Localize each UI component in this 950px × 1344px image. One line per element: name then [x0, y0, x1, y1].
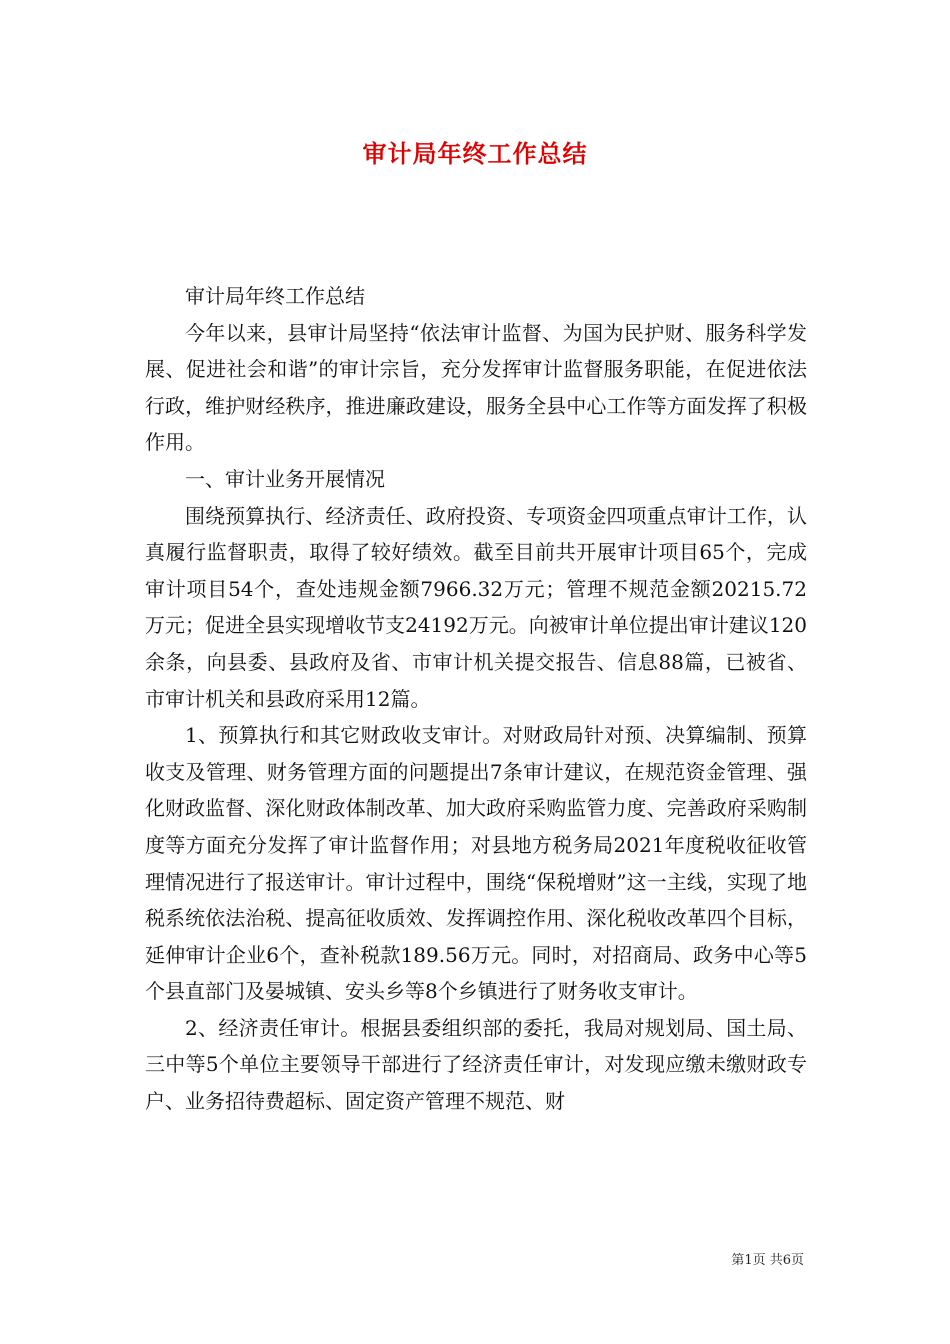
economic-responsibility-paragraph: 2、经济责任审计。根据县委组织部的委托，我局对规划局、国土局、三中等5个单位主要领导干部进行了经济责任审计，对发现应缴未缴财政专户、业务招待费超标、固定资产管理不规范、财 [145, 1015, 807, 1114]
section-heading: 一、审计业务开展情况 [185, 466, 385, 491]
overview-paragraph: 围绕预算执行、经济责任、政府投资、专项资金四项重点审计工作，认真履行监督职责，取得了较好绩效。截至目前共开展审计项目65个，完成审计项目54个，查处违规金额7966.32万元；管理不规范金额20215.72万元；促进全县实现增收节支24192万元。向被审计单位提出审计建议120余条，向县委、县政府及省、市审计机关提交报告、信息88篇，已被省、市审计机关和县政府采用12篇。 [145, 503, 807, 711]
intro-paragraph: 今年以来，县审计局坚持“依法审计监督、为国为民护财、服务科学发展、促进社会和谐”的审计宗旨，充分发挥审计监督服务职能，在促进依法行政，维护财经秩序，推进廉政建设，服务全县中心工作等方面发挥了积极作用。 [145, 320, 807, 455]
document-title: 审计局年终工作总结 [362, 140, 588, 168]
body-heading: 审计局年终工作总结 [185, 284, 365, 308]
page-number: 第1页 共6页 [731, 1253, 804, 1268]
budget-audit-paragraph: 1、预算执行和其它财政收支审计。对财政局针对预、决算编制、预算收支及管理、财务管理方面的问题提出7条审计建议，在规范资金管理、强化财政监督、深化财政体制改革、加大政府采购监管力度、完善政府采购制度等方面充分发挥了审计监督作用；对县地方税务局2021年度税收征收管理情况进行了报送审计。审计过程中，围绕“保税增财”这一主线，实现了地税系统依法治税、提高征收质效、发挥调控作用、深化税收改革四个目标，延伸审计企业6个，查补税款189.56万元。同时，对招商局、政务中心等5个县直部门及晏城镇、安头乡等8个乡镇进行了财务收支审计。 [145, 723, 807, 1004]
document-body [145, 278, 807, 1120]
